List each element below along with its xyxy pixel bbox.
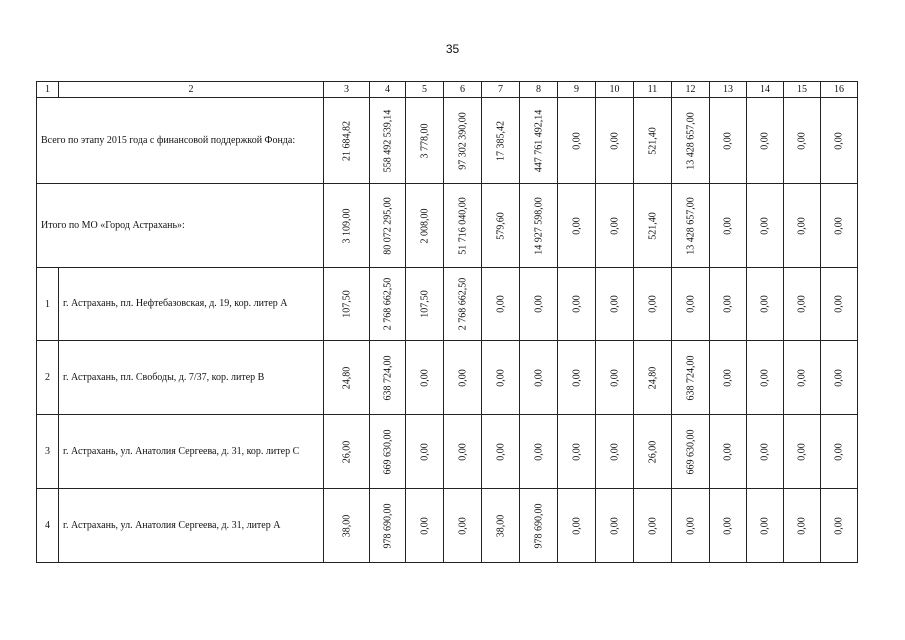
header-cell: 5 [406,82,444,98]
value-text: 38,00 [495,514,506,537]
value-cell [444,489,482,563]
value-cell [482,184,520,268]
value-text: 0,00 [571,442,582,461]
row-number: 4 [37,489,59,563]
value-text: 0,00 [533,368,544,387]
value-text: 0,00 [609,516,620,535]
value-cell [821,341,858,415]
total-row [37,98,858,184]
value-cell [558,268,596,341]
value-text: 0,00 [796,442,808,461]
value-text: 38,00 [341,514,352,537]
value-cell [324,341,370,415]
header-cell: 15 [784,82,821,98]
value-cell [747,341,784,415]
value-text: 24,80 [341,366,352,389]
value-cell [482,341,520,415]
value-text: 0,00 [722,131,734,150]
value-cell [821,268,858,341]
value-text: 447 761 492,14 [533,109,544,172]
header-cell: 4 [370,82,406,98]
value-cell [747,184,784,268]
value-cell [634,268,672,341]
value-cell [784,268,821,341]
value-cell [784,415,821,489]
value-cell [710,184,747,268]
value-text: 17 385,42 [495,120,506,161]
value-text: 80 072 295,00 [382,196,393,255]
value-cell [710,98,747,184]
value-text: 0,00 [533,295,544,313]
value-text: 0,00 [833,516,845,535]
value-text: 0,00 [759,216,771,235]
value-cell [370,341,406,415]
value-text: 0,00 [533,442,544,461]
row-label: Всего по этапу 2015 года с финансовой поддержкой Фонда: [37,98,324,184]
value-cell [324,415,370,489]
value-text: 0,00 [495,442,506,461]
value-text: 0,00 [647,295,658,313]
value-cell [520,98,558,184]
value-cell [406,98,444,184]
value-cell [520,489,558,563]
value-text: 558 492 539,14 [382,109,393,172]
table-row [37,268,858,341]
value-text: 0,00 [609,295,620,313]
value-text: 0,00 [419,368,430,387]
value-cell [747,98,784,184]
value-text: 0,00 [759,516,771,535]
value-text: 978 690,00 [382,503,393,548]
value-text: 521,40 [647,211,658,240]
value-cell [596,184,634,268]
value-cell [710,341,747,415]
value-text: 0,00 [685,516,696,535]
value-text: 0,00 [609,216,620,235]
value-cell [406,415,444,489]
row-address: г. Астрахань, пл. Нефтебазовская, д. 19, кор. литер А [59,268,324,341]
value-cell [710,489,747,563]
value-text: 107,50 [419,290,430,318]
value-cell [821,98,858,184]
row-number: 2 [37,341,59,415]
value-text: 0,00 [759,295,771,313]
value-text: 0,00 [571,516,582,535]
table-row [37,489,858,563]
value-cell [406,341,444,415]
value-cell [444,184,482,268]
value-text: 0,00 [722,516,734,535]
value-cell [672,184,710,268]
value-cell [710,268,747,341]
value-cell [784,98,821,184]
value-text: 0,00 [571,216,582,235]
header-cell: 16 [821,82,858,98]
value-cell [370,489,406,563]
value-text: 669 630,00 [685,429,696,474]
row-address: г. Астрахань, пл. Свободы, д. 7/37, кор. литер В [59,341,324,415]
value-text: 0,00 [647,516,658,535]
value-cell [747,415,784,489]
value-cell [520,341,558,415]
value-cell [821,184,858,268]
value-cell [370,184,406,268]
value-text: 0,00 [571,295,582,313]
value-text: 0,00 [833,442,845,461]
value-text: 2 768 662,50 [382,277,393,331]
header-cell: 2 [59,82,324,98]
value-cell [324,98,370,184]
value-cell [406,268,444,341]
value-text: 0,00 [609,131,620,150]
value-text: 0,00 [796,368,808,387]
value-cell [634,489,672,563]
value-text: 0,00 [571,131,582,150]
row-label: Итого по МО «Город Астрахань»: [37,184,324,268]
value-cell [324,489,370,563]
value-text: 0,00 [833,216,845,235]
header-cell: 13 [710,82,747,98]
value-text: 0,00 [833,368,845,387]
value-cell [672,341,710,415]
value-cell [520,415,558,489]
value-text: 97 302 390,00 [457,111,468,170]
value-cell [558,489,596,563]
value-cell [482,98,520,184]
value-text: 0,00 [796,516,808,535]
row-address: г. Астрахань, ул. Анатолия Сергеева, д. 31, кор. литер С [59,415,324,489]
value-text: 579,60 [495,211,506,240]
value-text: 14 927 598,00 [533,196,544,255]
header-cell: 1 [37,82,59,98]
value-text: 107,50 [341,290,352,318]
value-cell [821,415,858,489]
value-cell [596,415,634,489]
value-cell [520,268,558,341]
value-text: 669 630,00 [382,429,393,474]
value-text: 0,00 [609,368,620,387]
value-cell [821,489,858,563]
value-text: 0,00 [419,516,430,535]
row-number: 1 [37,268,59,341]
value-cell [672,268,710,341]
value-text: 0,00 [796,216,808,235]
page-number: 35 [445,42,460,56]
value-text: 0,00 [495,295,506,313]
value-cell [370,415,406,489]
row-number: 3 [37,415,59,489]
value-text: 521,40 [647,126,658,155]
header-row [37,82,858,98]
value-text: 26,00 [341,440,352,463]
header-cell: 12 [672,82,710,98]
value-cell [444,98,482,184]
value-text: 0,00 [457,442,468,461]
value-cell [558,415,596,489]
value-text: 0,00 [796,295,808,313]
value-cell [784,489,821,563]
value-text: 0,00 [759,131,771,150]
row-address: г. Астрахань, ул. Анатолия Сергеева, д. 31, литер А [59,489,324,563]
value-cell [634,184,672,268]
value-text: 3 109,00 [341,208,352,243]
value-text: 0,00 [609,442,620,461]
value-text: 26,00 [647,440,658,463]
value-text: 2 008,00 [419,208,430,243]
value-text: 978 690,00 [533,503,544,548]
value-text: 0,00 [833,131,845,150]
value-text: 0,00 [722,216,734,235]
value-text: 638 724,00 [685,355,696,400]
data-table [36,81,858,563]
value-text: 0,00 [685,295,696,313]
value-cell [747,268,784,341]
value-text: 0,00 [571,368,582,387]
value-text: 13 428 657,00 [685,196,696,255]
value-cell [634,415,672,489]
value-text: 0,00 [759,368,771,387]
value-text: 0,00 [796,131,808,150]
value-cell [596,268,634,341]
value-cell [747,489,784,563]
table-row [37,415,858,489]
value-cell [324,268,370,341]
value-cell [596,341,634,415]
value-cell [406,184,444,268]
value-cell [482,415,520,489]
value-text: 51 716 040,00 [457,196,468,255]
value-cell [710,415,747,489]
value-text: 24,80 [647,366,658,389]
value-text: 0,00 [759,442,771,461]
header-cell: 10 [596,82,634,98]
value-text: 638 724,00 [382,355,393,400]
mo-total-row [37,184,858,268]
value-cell [596,489,634,563]
value-cell [444,268,482,341]
value-cell [672,415,710,489]
header-cell: 11 [634,82,672,98]
value-text: 0,00 [722,368,734,387]
value-cell [596,98,634,184]
value-text: 0,00 [457,516,468,535]
value-cell [324,184,370,268]
value-text: 2 768 662,50 [457,277,468,331]
table-row [37,341,858,415]
header-cell: 7 [482,82,520,98]
value-cell [558,341,596,415]
header-cell: 8 [520,82,558,98]
value-cell [634,341,672,415]
value-text: 0,00 [495,368,506,387]
value-text: 0,00 [722,442,734,461]
value-cell [482,489,520,563]
header-cell: 9 [558,82,596,98]
value-cell [784,341,821,415]
value-cell [406,489,444,563]
value-text: 3 778,00 [419,123,430,158]
value-cell [520,184,558,268]
value-text: 0,00 [457,368,468,387]
value-text: 0,00 [833,295,845,313]
header-cell: 6 [444,82,482,98]
header-cell: 14 [747,82,784,98]
value-cell [370,98,406,184]
value-cell [482,268,520,341]
value-cell [672,98,710,184]
value-cell [370,268,406,341]
value-text: 13 428 657,00 [685,111,696,170]
value-cell [672,489,710,563]
value-cell [784,184,821,268]
value-text: 0,00 [419,442,430,461]
value-cell [558,184,596,268]
header-cell: 3 [324,82,370,98]
value-cell [444,341,482,415]
value-text: 0,00 [722,295,734,313]
value-text: 21 684,82 [341,120,352,161]
value-cell [444,415,482,489]
value-cell [558,98,596,184]
value-cell [634,98,672,184]
